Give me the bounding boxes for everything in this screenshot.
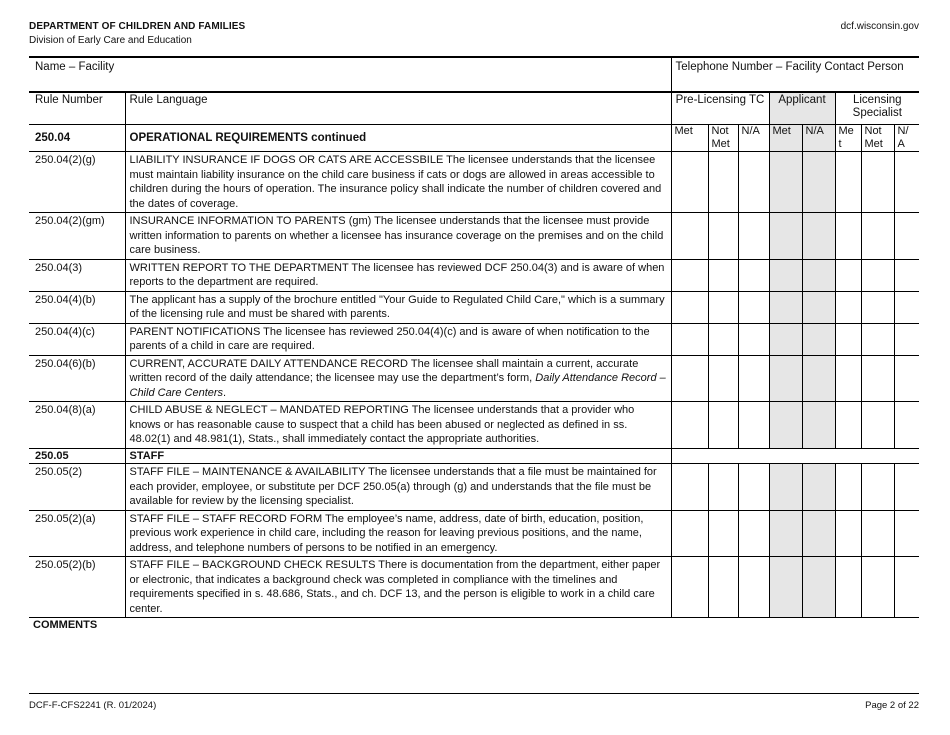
checkbox-pre-not-met[interactable] [708,355,738,402]
sub-not-met: Not Met [861,125,894,152]
table-row [29,213,919,260]
rule-number: 250.04(2)(gm) [29,213,125,260]
checkbox-applicant-met[interactable] [769,464,802,511]
checkbox-specialist-not-met[interactable] [861,291,894,323]
checkbox-pre-not-met[interactable] [708,291,738,323]
checkbox-pre-not-met[interactable] [708,464,738,511]
checkbox-pre-na[interactable] [738,510,769,557]
checkbox-applicant-na[interactable] [802,259,835,291]
checkbox-pre-na[interactable] [738,402,769,449]
checkbox-applicant-met[interactable] [769,323,802,355]
table-row [29,323,919,355]
col-applicant: Applicant [769,92,835,125]
checkbox-specialist-not-met[interactable] [861,557,894,618]
rule-number: 250.05(2)(b) [29,557,125,618]
checkbox-applicant-na[interactable] [802,402,835,449]
checkbox-specialist-na[interactable] [894,213,919,260]
checkbox-pre-na[interactable] [738,557,769,618]
checkbox-pre-not-met[interactable] [708,557,738,618]
checkbox-pre-met[interactable] [671,464,708,511]
table-row [29,510,919,557]
table-row [29,557,919,618]
table-row [29,402,919,449]
checkbox-specialist-not-met[interactable] [861,510,894,557]
checkbox-pre-not-met[interactable] [708,213,738,260]
document-header [29,20,245,47]
rule-language: LIABILITY INSURANCE IF DOGS OR CATS ARE ACCESSBILE The licensee understands that the licensee must maintain liability insurance on the child care business if cats or dogs are allowed in areas accessible to children during the hours of operation. The insurance policy shall indicate the number of children covered and the dates of coverage. [125,152,671,213]
checkbox-pre-met[interactable] [671,152,708,213]
checkbox-pre-met[interactable] [671,510,708,557]
sub-met: Met [671,125,708,152]
rule-language: STAFF FILE – STAFF RECORD FORM The employee’s name, address, date of birth, education, position, previous work experience in child care, including the reason for leaving previous positions, and the name, address, and telephone numbers of persons to be notified in an emergency. [125,510,671,557]
form-id: DCF-F-CFS2241 (R. 01/2024) [29,700,157,711]
checkbox-applicant-met[interactable] [769,510,802,557]
sub-na: N/A [802,125,835,152]
checkbox-pre-not-met[interactable] [708,402,738,449]
checkbox-specialist-not-met[interactable] [861,152,894,213]
sub-met: Me t [835,125,861,152]
table-row [29,291,919,323]
rule-number: 250.04(4)(c) [29,323,125,355]
website-text: dcf.wisconsin.gov [840,21,919,32]
section-title: STAFF [125,448,671,464]
sub-not-met: Not Met [708,125,738,152]
checklist-table [29,56,919,633]
checkbox-applicant-na[interactable] [802,510,835,557]
table-row [29,464,919,511]
rule-language: INSURANCE INFORMATION TO PARENTS (gm) The licensee understands that the licensee must provide written information to parents on whether a licensee has insurance coverage on the premises and on the child care business. [125,213,671,260]
comments-label: COMMENTS [33,619,98,631]
checkbox-pre-met[interactable] [671,213,708,260]
rule-number: 250.04(6)(b) [29,355,125,402]
checkbox-specialist-met[interactable] [835,213,861,260]
checkbox-applicant-na[interactable] [802,557,835,618]
col-licensing-specialist: Licensing Specialist [835,92,919,125]
table-row [29,152,919,213]
footer-divider [29,693,919,694]
checkbox-specialist-not-met[interactable] [861,402,894,449]
rule-number: 250.04(4)(b) [29,291,125,323]
checkbox-pre-na[interactable] [738,213,769,260]
section-title: OPERATIONAL REQUIREMENTS continued [125,125,671,152]
checkbox-pre-not-met[interactable] [708,510,738,557]
section-number: 250.05 [29,448,125,464]
name-facility-field[interactable] [29,57,671,92]
checkbox-specialist-not-met[interactable] [861,259,894,291]
sub-met: Met [769,125,802,152]
rule-language: STAFF FILE – BACKGROUND CHECK RESULTS There is documentation from the department, either paper or electronic, that indicates a background check was completed in compliance with the timelines and requirements specified in s. 48.686, Stats., and ch. DCF 13, and the person is eligible to work in a child care center. [125,557,671,618]
department-name: DEPARTMENT OF CHILDREN AND FAMILIES [29,21,246,32]
name-facility-label: Name – Facility [35,61,115,73]
checkbox-applicant-na[interactable] [802,291,835,323]
checkbox-pre-na[interactable] [738,152,769,213]
checkbox-pre-met[interactable] [671,355,708,402]
checkbox-applicant-met[interactable] [769,557,802,618]
checkbox-applicant-met[interactable] [769,402,802,449]
checkbox-specialist-met[interactable] [835,510,861,557]
checkbox-specialist-na[interactable] [894,510,919,557]
checkbox-pre-met[interactable] [671,323,708,355]
checkbox-pre-na[interactable] [738,259,769,291]
checkbox-specialist-met[interactable] [835,355,861,402]
checkbox-pre-na[interactable] [738,291,769,323]
telephone-label: Telephone Number – Facility Contact Person [675,61,904,73]
checkbox-specialist-na[interactable] [894,259,919,291]
rule-language: CHILD ABUSE & NEGLECT – MANDATED REPORTING The licensee understands that a provider who knows or has reasonable cause to suspect that a child has been abused or neglected as defined in ss. 48.02(1) and 48.981(1), Stats., shall immediately contact the appropriate authorities. [125,402,671,449]
telephone-field[interactable] [671,57,919,92]
checkbox-specialist-not-met[interactable] [861,355,894,402]
checkbox-pre-met[interactable] [671,291,708,323]
checkbox-specialist-na[interactable] [894,323,919,355]
checkbox-applicant-na[interactable] [802,213,835,260]
rows-250-05 [29,464,919,618]
checkbox-pre-na[interactable] [738,355,769,402]
col-pre-licensing-tc: Pre-Licensing TC [671,92,769,125]
checkbox-applicant-met[interactable] [769,152,802,213]
checkbox-specialist-not-met[interactable] [861,323,894,355]
checkbox-applicant-met[interactable] [769,355,802,402]
checkbox-applicant-met[interactable] [769,259,802,291]
checkbox-applicant-met[interactable] [769,291,802,323]
table-row [29,259,919,291]
rule-language: PARENT NOTIFICATIONS The licensee has reviewed 250.04(4)(c) and is aware of when notification to the parents of a child in care are required. [125,323,671,355]
page-number: Page 2 of 22 [865,700,919,711]
col-rule-language: Rule Language [125,92,671,125]
checkbox-specialist-not-met[interactable] [861,213,894,260]
checkbox-specialist-na[interactable] [894,464,919,511]
checkbox-specialist-met[interactable] [835,464,861,511]
checkbox-applicant-na[interactable] [802,152,835,213]
checkbox-specialist-not-met[interactable] [861,464,894,511]
checkbox-applicant-met[interactable] [769,213,802,260]
checkbox-pre-not-met[interactable] [708,323,738,355]
rule-number: 250.05(2)(a) [29,510,125,557]
checkbox-specialist-na[interactable] [894,291,919,323]
checkbox-specialist-met[interactable] [835,323,861,355]
sub-na: N/ A [894,125,919,152]
checkbox-specialist-na[interactable] [894,402,919,449]
checkbox-specialist-met[interactable] [835,402,861,449]
rule-language: CURRENT, ACCURATE DAILY ATTENDANCE RECORD The licensee shall maintain a current, accurate written record of the daily attendance; the licensee may use the department’s form, Daily Attendance Record – Child Care Centers. [125,355,671,402]
checkbox-applicant-na[interactable] [802,464,835,511]
checkbox-applicant-na[interactable] [802,355,835,402]
section-number: 250.04 [29,125,125,152]
checkbox-specialist-na[interactable] [894,152,919,213]
checkbox-pre-not-met[interactable] [708,259,738,291]
checkbox-pre-na[interactable] [738,464,769,511]
rule-language: The applicant has a supply of the brochure entitled "Your Guide to Regulated Child Care," which is a summary of the licensing rule and must be shared with parents. [125,291,671,323]
sub-na: N/A [738,125,769,152]
checkbox-pre-not-met[interactable] [708,152,738,213]
checkbox-pre-met[interactable] [671,557,708,618]
checkbox-pre-na[interactable] [738,323,769,355]
col-rule-number: Rule Number [29,92,125,125]
checkbox-specialist-met[interactable] [835,291,861,323]
rule-language: WRITTEN REPORT TO THE DEPARTMENT The licensee has reviewed DCF 250.04(3) and is aware of when reports to the department are required. [125,259,671,291]
rule-number: 250.05(2) [29,464,125,511]
rule-number: 250.04(3) [29,259,125,291]
checkbox-pre-met[interactable] [671,259,708,291]
division-name: Division of Early Care and Education [29,35,192,46]
checkbox-pre-met[interactable] [671,402,708,449]
checkbox-applicant-na[interactable] [802,323,835,355]
rule-language: STAFF FILE – MAINTENANCE & AVAILABILITY The licensee understands that a file must be maintained for each provider, employee, or substitute per DCF 250.05(a) through (g) and understands that the file must be available for review by the licensing specialist. [125,464,671,511]
checkbox-specialist-na[interactable] [894,557,919,618]
checkbox-specialist-met[interactable] [835,259,861,291]
rows-250-04 [29,152,919,449]
rule-number: 250.04(8)(a) [29,402,125,449]
checkbox-specialist-met[interactable] [835,152,861,213]
checkbox-specialist-na[interactable] [894,355,919,402]
rule-number: 250.04(2)(g) [29,152,125,213]
checkbox-specialist-met[interactable] [835,557,861,618]
table-row [29,355,919,402]
